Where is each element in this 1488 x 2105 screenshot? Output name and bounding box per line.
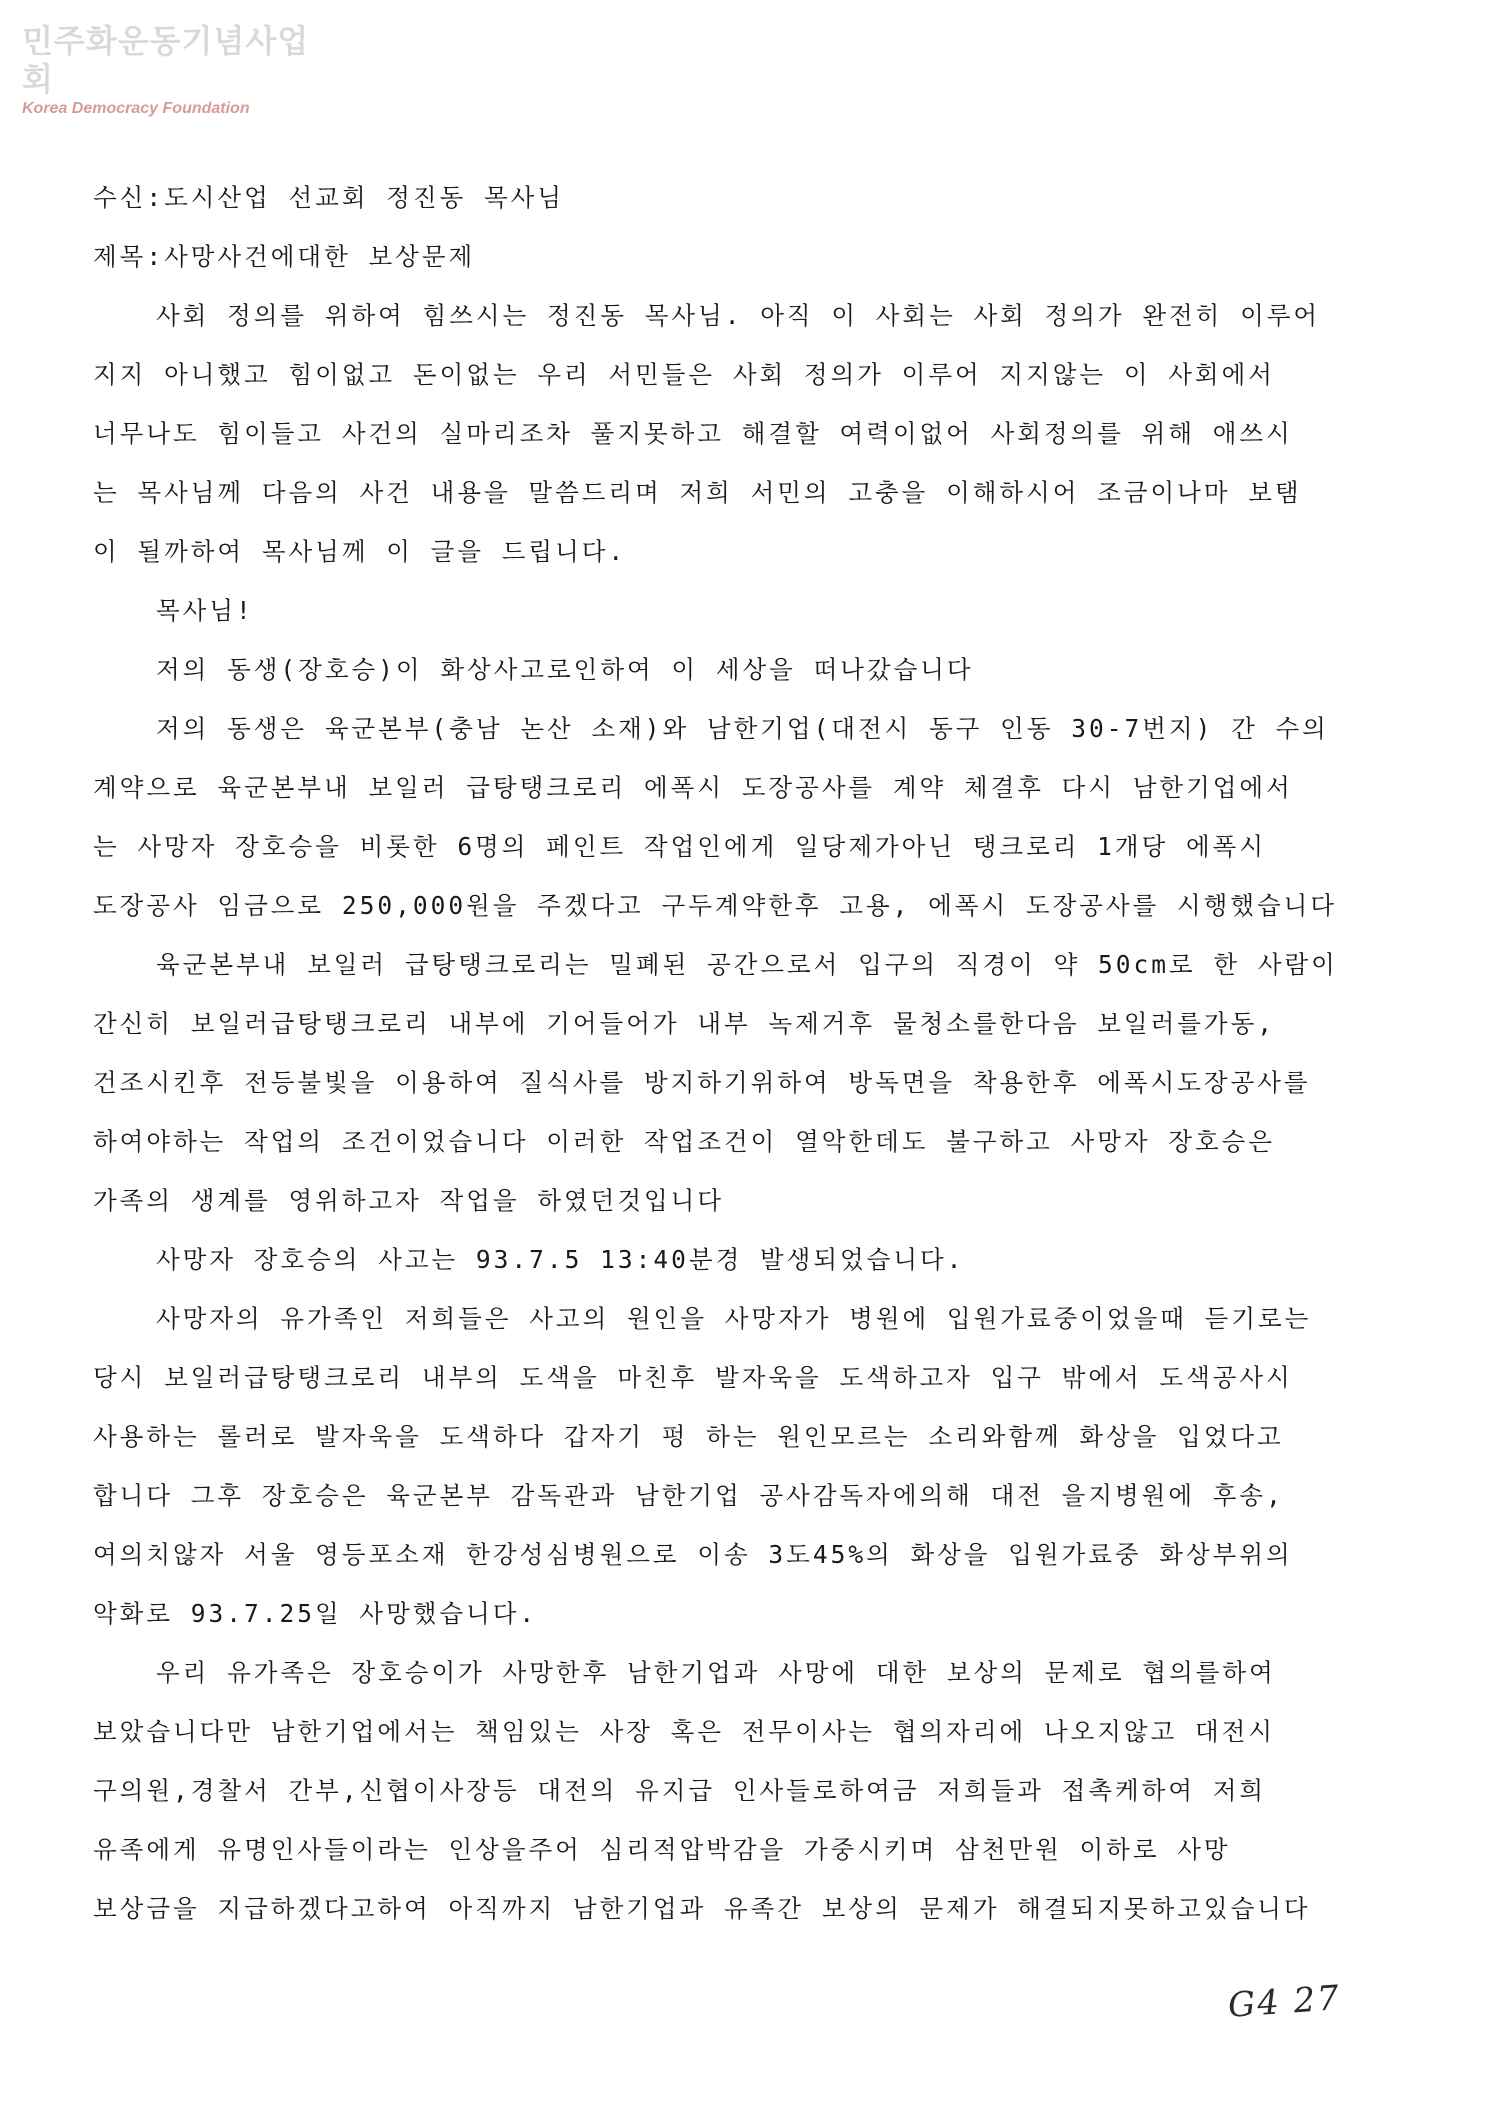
letter-body: [93, 168, 1443, 1938]
letter-line: 저의 동생은 육군본부(충남 논산 소재)와 남한기업(대전시 동구 인동 30-7번지) 간 수의: [156, 714, 1329, 743]
letter-line: 이 될까하여 목사님께 이 글을 드립니다.: [93, 537, 627, 566]
letter-line: 는 목사님께 다음의 사건 내용을 말씀드리며 저희 서민의 고충을 이해하시어 조금이나마 보탬: [93, 478, 1302, 507]
letter-line: 사용하는 롤러로 발자욱을 도색하다 갑자기 펑 하는 원인모르는 소리와함께 화상을 입었다고: [93, 1422, 1284, 1451]
letter-line: 악화로 93.7.25일 사망했습니다.: [93, 1599, 538, 1628]
letter-line: 는 사망자 장호승을 비롯한 6명의 페인트 작업인에게 일당제가아닌 탱크로리 1개당 에폭시: [93, 832, 1267, 861]
letter-line: 건조시킨후 전등불빛을 이용하여 질식사를 방지하기위하여 방독면을 착용한후 에폭시도장공사를: [93, 1068, 1311, 1097]
watermark-english: Korea Democracy Foundation: [22, 100, 250, 117]
letter-line: 여의치않자 서울 영등포소재 한강성심병원으로 이송 3도45%의 화상을 입원가료중 화상부위의: [93, 1540, 1293, 1569]
letter-line: 보상금을 지급하겠다고하여 아직까지 남한기업과 유족간 보상의 문제가 해결되지못하고있습니다: [93, 1894, 1311, 1923]
letter-line: 합니다 그후 장호승은 육군본부 감독관과 남한기업 공사감독자에의해 대전 을지병원에 후송,: [93, 1481, 1284, 1510]
letter-line: 구의원,경찰서 간부,신협이사장등 대전의 유지급 인사들로하여금 저희들과 접촉케하여 저희: [93, 1776, 1267, 1805]
letter-line: 수신:도시산업 선교회 정진동 목사님: [93, 183, 565, 212]
letter-line: 사망자 장호승의 사고는 93.7.5 13:40분경 발생되었습니다.: [156, 1245, 965, 1274]
letter-line: 간신히 보일러급탕탱크로리 내부에 기어들어가 내부 녹제거후 물청소를한다음 보일러를가동,: [93, 1009, 1276, 1038]
letter-line: 목사님!: [156, 596, 254, 625]
letter-line: 하여야하는 작업의 조건이었습니다 이러한 작업조건이 열악한데도 불구하고 사망자 장호승은: [93, 1127, 1276, 1156]
letter-line: 우리 유가족은 장호승이가 사망한후 남한기업과 사망에 대한 보상의 문제로 협의를하여: [156, 1658, 1276, 1687]
letter-line: 도장공사 임금으로 250,000원을 주겠다고 구두계약한후 고용, 에폭시 도장공사를 시행했습니다: [93, 891, 1338, 920]
letter-line: 육군본부내 보일러 급탕탱크로리는 밀폐된 공간으로서 입구의 직경이 약 50cm로 한 사람이: [156, 950, 1338, 979]
letter-line: 지지 아니했고 힘이없고 돈이없는 우리 서민들은 사회 정의가 이루어 지지않는 이 사회에서: [93, 360, 1275, 389]
letter-line: 너무나도 힘이들고 사건의 실마리조차 풀지못하고 해결할 여력이없어 사회정의를 위해 애쓰시: [93, 419, 1293, 448]
watermark-korean: 민주화운동기념사업회: [22, 22, 310, 98]
letter-line: 사회 정의를 위하여 힘쓰시는 정진동 목사님. 아직 이 사회는 사회 정의가 완전히 이루어: [156, 301, 1321, 330]
letter-line: 가족의 생계를 영위하고자 작업을 하였던것입니다: [93, 1186, 725, 1215]
letter-line: 유족에게 유명인사들이라는 인상을주어 심리적압박감을 가중시키며 삼천만원 이하로 사망: [93, 1835, 1231, 1864]
letter-line: 당시 보일러급탕탱크로리 내부의 도색을 마친후 발자욱을 도색하고자 입구 밖에서 도색공사시: [93, 1363, 1293, 1392]
letter-line: 계약으로 육군본부내 보일러 급탕탱크로리 에폭시 도장공사를 계약 체결후 다시 남한기업에서: [93, 773, 1293, 802]
letter-line: 사망자의 유가족인 저희들은 사고의 원인을 사망자가 병원에 입원가료중이었을때 듣기로는: [156, 1304, 1312, 1333]
letter-line: 제목:사망사건에대한 보상문제: [93, 242, 476, 271]
letter-line: 보았습니다만 남한기업에서는 책임있는 사장 혹은 전무이사는 협의자리에 나오지않고 대전시: [93, 1717, 1276, 1746]
watermark-logo: [22, 22, 322, 119]
letter-line: 저의 동생(장호승)이 화상사고로인하여 이 세상을 떠나갔습니다: [156, 655, 974, 684]
handwritten-signature: G4 27: [1226, 1978, 1343, 2026]
